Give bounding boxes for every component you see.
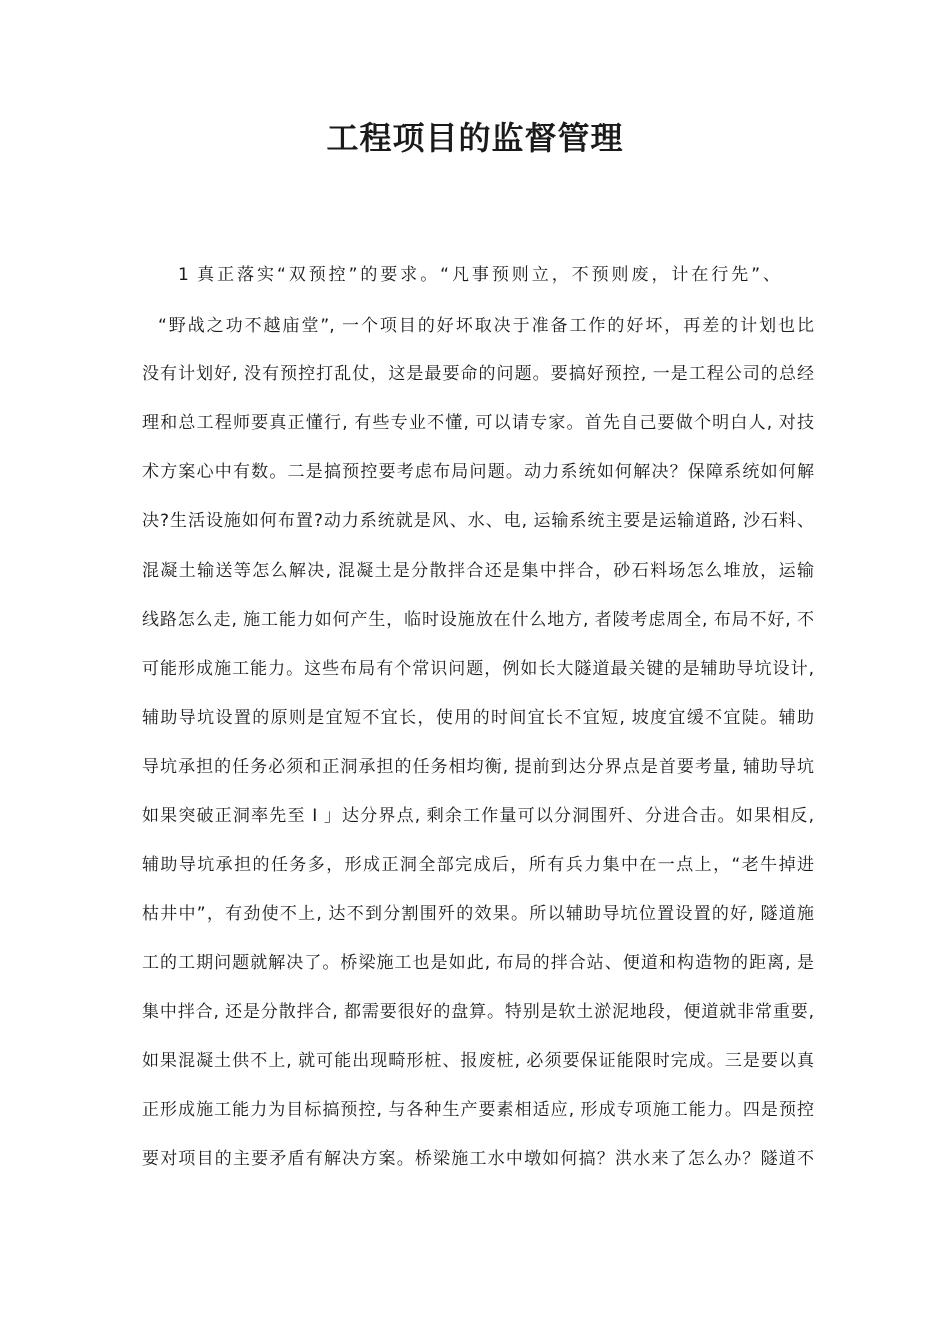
body-line: “野战之功不越庙堂”, 一个项目的好坏取决于准备工作的好坏，再差的计划也比 [158, 316, 814, 336]
body-line: 1 真正落实“双预控”的要求。“凡事预则立，不预则废，计在行先”、 [178, 265, 780, 285]
body-line: 集中拌合, 还是分散拌合, 都需要很好的盘算。特别是软土淤泥地段，便道就非常重要, [142, 1002, 814, 1022]
body-line: 理和总工程师要真正懂行, 有些专业不懂, 可以请专家。首先自己要做个明白人, 对技 [142, 413, 814, 433]
body-line: 工的工期问题就解决了。桥梁施工也是如此, 布局的拌合站、便道和构造物的距离, 是 [142, 953, 814, 973]
body-line: 导坑承担的任务必须和正洞承担的任务相均衡, 提前到达分界点是首要考量, 辅助导坑 [142, 757, 814, 777]
body-line: 要对项目的主要矛盾有解决方案。桥梁施工水中墩如何搞？洪水来了怎么办？隧道不 [142, 1149, 814, 1169]
body-line: 线路怎么走, 施工能力如何产生，临时设施放在什么地方, 者陵考虑周全, 布局不好, 不 [142, 610, 814, 630]
body-line: 如果混凝土供不上, 就可能出现畸形桩、报废桩, 必须要保证能限时完成。三是要以真 [142, 1051, 814, 1071]
body-line: 混凝土输送等怎么解决, 混凝土是分散拌合还是集中拌合，砂石料场怎么堆放，运输 [142, 561, 814, 581]
body-line: 可能形成施工能力。这些布局有个常识问题，例如长大隧道最关键的是辅助导坑设计, [142, 659, 814, 679]
body-line: 没有计划好, 没有预控打乱仗，这是最要命的问题。要搞好预控, 一是工程公司的总经 [142, 364, 814, 384]
body-line: 如果突破正洞率先至 I 」达分界点, 剩余工作量可以分洞围歼、分进合击。如果相反, [142, 806, 814, 826]
body-line: 辅助导坑承担的任务多，形成正洞全部完成后，所有兵力集中在一点上，“老牛掉进 [142, 855, 814, 875]
body-line: 枯井中”，有劲使不上, 达不到分割围歼的效果。所以辅助导坑位置设置的好, 隧道施 [142, 904, 814, 924]
body-line: 决?生活设施如何布置?动力系统就是风、水、电, 运输系统主要是运输道路, 沙石料、 [142, 511, 814, 531]
body-line: 术方案心中有数。二是搞预控要考虑布局问题。动力系统如何解决？保障系统如何解 [142, 462, 814, 482]
document-title: 工程项目的监督管理 [326, 119, 624, 157]
body-line: 正形成施工能力为目标搞预控, 与各种生产要素相适应, 形成专项施工能力。四是预控 [142, 1100, 814, 1120]
body-line: 辅助导坑设置的原则是宜短不宜长，使用的时间宜长不宜短, 坡度宜缓不宜陡。辅助 [142, 708, 814, 728]
